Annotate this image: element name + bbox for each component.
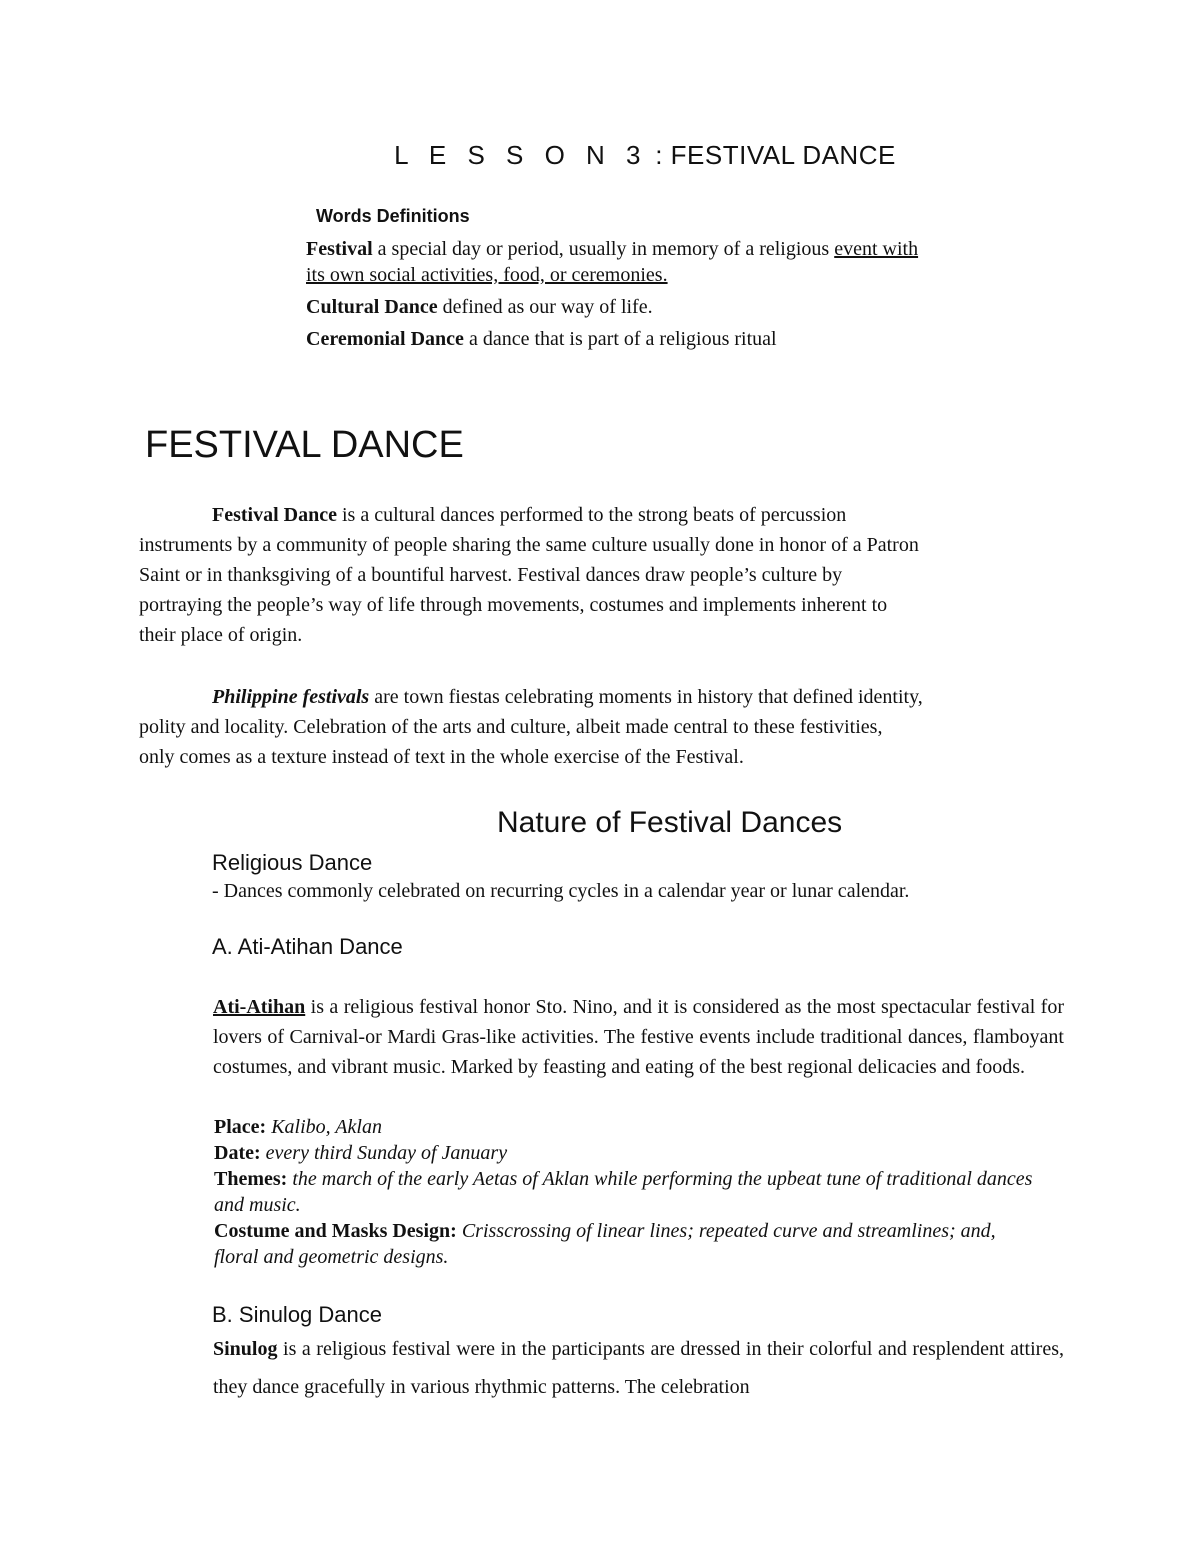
religious-dance-heading: Religious Dance [212, 850, 373, 875]
ati-atihan-date: Date: every third Sunday of January [214, 1142, 508, 1164]
paragraph-1-line-2: instruments by a community of people sharing the same culture usually done in honor of a Patron [139, 534, 919, 556]
paragraph-1-line-1 [212, 500, 846, 530]
paragraph-2-line-1 [212, 682, 923, 712]
definition-term: Cultural Dance [306, 296, 438, 318]
definition-term: Ceremonial Dance [306, 328, 464, 350]
paragraph-1-line-3: Saint or in thanksgiving of a bountiful harvest. Festival dances draw people’s culture by [139, 564, 843, 586]
lesson-title-text: : FESTIVAL DANCE [647, 140, 896, 170]
meta-label: Date [214, 1142, 254, 1164]
definitions-header: Words Definitions [316, 206, 470, 226]
paragraph-1-line-4: portraying the people’s way of life through movements, costumes and implements inherent to [139, 594, 888, 616]
meta-value: Kalibo, Aklan [271, 1116, 382, 1138]
ati-atihan-text: is a religious festival honor Sto. Nino, and it is considered as the most spectacular festival for lovers of Carnival-or Mardi Gras-like activities. The festive events include traditional dances, flamboyant costumes, and vibrant music. Marked by feasting and eating of the best regional delicacies and foods. [213, 996, 1064, 1078]
ati-atihan-costume: Costume and Masks Design: Crisscrossing of linear lines; repeated curve and streamlines; and, floral and geometric designs. [214, 1220, 996, 1268]
ati-atihan-paragraph [213, 992, 1064, 1082]
definition-festival [306, 238, 918, 261]
lesson-title [0, 140, 1200, 171]
meta-value: the march of the early Aetas of Aklan while performing the upbeat tune of traditional dances and music. [214, 1168, 1033, 1216]
paragraph-text: are town fiestas celebrating moments in history that defined identity, [369, 686, 923, 708]
religious-dance-text: - Dances commonly celebrated on recurring cycles in a calendar year or lunar calendar. [212, 880, 910, 902]
section-heading-nature: Nature of Festival Dances [497, 806, 843, 839]
section-heading-festival-dance: FESTIVAL DANCE [145, 424, 464, 466]
sinulog-heading: B. Sinulog Dance [212, 1302, 382, 1327]
ati-atihan-heading: A. Ati-Atihan Dance [212, 934, 403, 959]
definition-text: defined as our way of life. [437, 296, 653, 318]
sinulog-paragraph [213, 1330, 1064, 1406]
sinulog-text: is a religious festival were in the participants are dressed in their colorful and resplendent attires, they dance gracefully in various rhythmic patterns. The celebration [213, 1338, 1064, 1398]
meta-label: Themes [214, 1168, 281, 1190]
definition-text: a dance that is part of a religious ritual [463, 328, 777, 350]
definition-text: a special day or period, usually in memory of a religious [372, 238, 835, 260]
paragraph-2-line-2: polity and locality. Celebration of the arts and culture, albeit made central to these festivities, [139, 716, 883, 738]
paragraph-1-line-5: their place of origin. [139, 624, 303, 646]
paragraph-term: Philippine festivals [212, 686, 370, 708]
definition-text-underlined: event with [834, 238, 919, 260]
meta-value: Crisscrossing of linear lines; repeated curve and streamlines; and, floral and geometric designs. [214, 1220, 996, 1268]
meta-label: Costume and Masks Design [214, 1220, 451, 1242]
paragraph-term: Festival Dance [212, 504, 337, 526]
meta-label: Place [214, 1116, 260, 1138]
lesson-number: L E S S O N 3 [394, 140, 648, 170]
definition-ceremonial-dance [306, 328, 777, 351]
definition-term: Festival [306, 238, 373, 260]
definition-cultural-dance [306, 296, 653, 319]
paragraph-text: is a cultural dances performed to the strong beats of percussion [336, 504, 847, 526]
definition-festival-line2: its own social activities, food, or ceremonies. [306, 264, 668, 286]
meta-value: every third Sunday of January [265, 1142, 508, 1164]
paragraph-2-line-3: only comes as a texture instead of text in the whole exercise of the Festival. [139, 746, 744, 768]
ati-atihan-place: Place: Kalibo, Aklan [214, 1116, 382, 1138]
ati-atihan-themes: Themes: the march of the early Aetas of Aklan while performing the upbeat tune of traditional dances and music. [214, 1168, 1033, 1216]
sinulog-term: Sinulog [213, 1338, 278, 1360]
ati-atihan-term: Ati-Atihan [213, 996, 306, 1018]
